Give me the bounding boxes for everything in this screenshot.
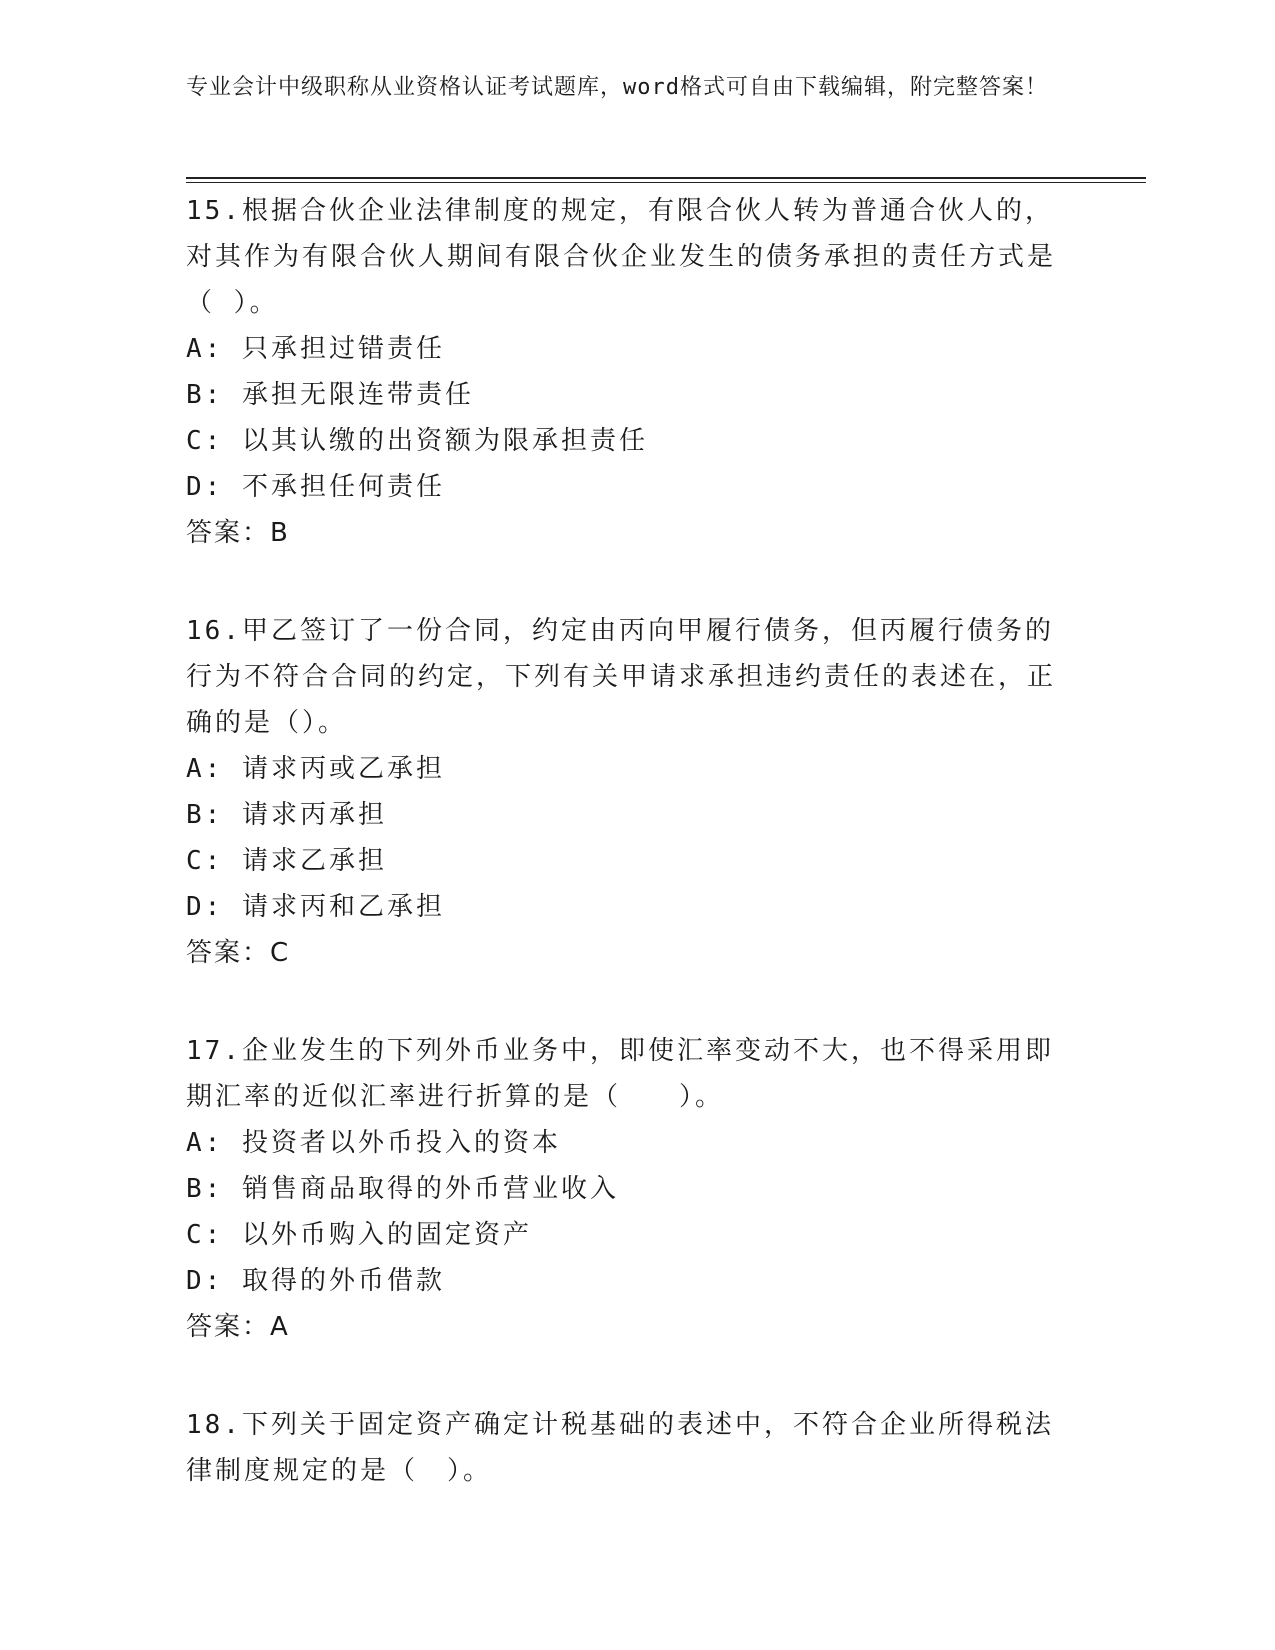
question-text: 15.根据合伙企业法律制度的规定，有限合伙人转为普通合伙人的，对其作为有限合伙人期间有限合伙企业发生的债务承担的责任方式是（ ）。 [186,196,1057,318]
answer: 答案：C [186,938,291,968]
question-18 [186,1402,1066,1494]
option-a: A: 只承担过错责任 [186,334,445,364]
option-b: B: 请求丙承担 [186,800,387,830]
question-text: 18.下列关于固定资产确定计税基础的表述中，不符合企业所得税法律制度规定的是（ ）。 [186,1410,1054,1486]
answer: 答案：A [186,1312,290,1342]
question-text: 17.企业发生的下列外币业务中，即使汇率变动不大，也不得采用即期汇率的近似汇率进行折算的是（ ）。 [186,1036,1054,1112]
option-c: C: 以外币购入的固定资产 [186,1220,532,1250]
question-16 [186,608,1066,976]
option-d: D: 请求丙和乙承担 [186,892,445,922]
header-divider-thick [186,177,1146,179]
option-d: D: 取得的外币借款 [186,1266,445,1296]
option-b: B: 销售商品取得的外币营业收入 [186,1174,619,1204]
document-header: 专业会计中级职称从业资格认证考试题库，word格式可自由下载编辑，附完整答案！ [186,75,1048,100]
option-a: A: 投资者以外币投入的资本 [186,1128,561,1158]
option-c: C: 以其认缴的出资额为限承担责任 [186,426,648,456]
option-c: C: 请求乙承担 [186,846,387,876]
question-15 [186,188,1066,556]
option-b: B: 承担无限连带责任 [186,380,474,410]
answer: 答案：B [186,518,290,548]
option-d: D: 不承担任何责任 [186,472,445,502]
option-a: A: 请求丙或乙承担 [186,754,445,784]
question-text: 16.甲乙签订了一份合同，约定由丙向甲履行债务，但丙履行债务的行为不符合合同的约定，下列有关甲请求承担违约责任的表述在，正确的是（）。 [186,616,1057,738]
header-divider-thin [186,182,1146,183]
question-17 [186,1028,1066,1350]
